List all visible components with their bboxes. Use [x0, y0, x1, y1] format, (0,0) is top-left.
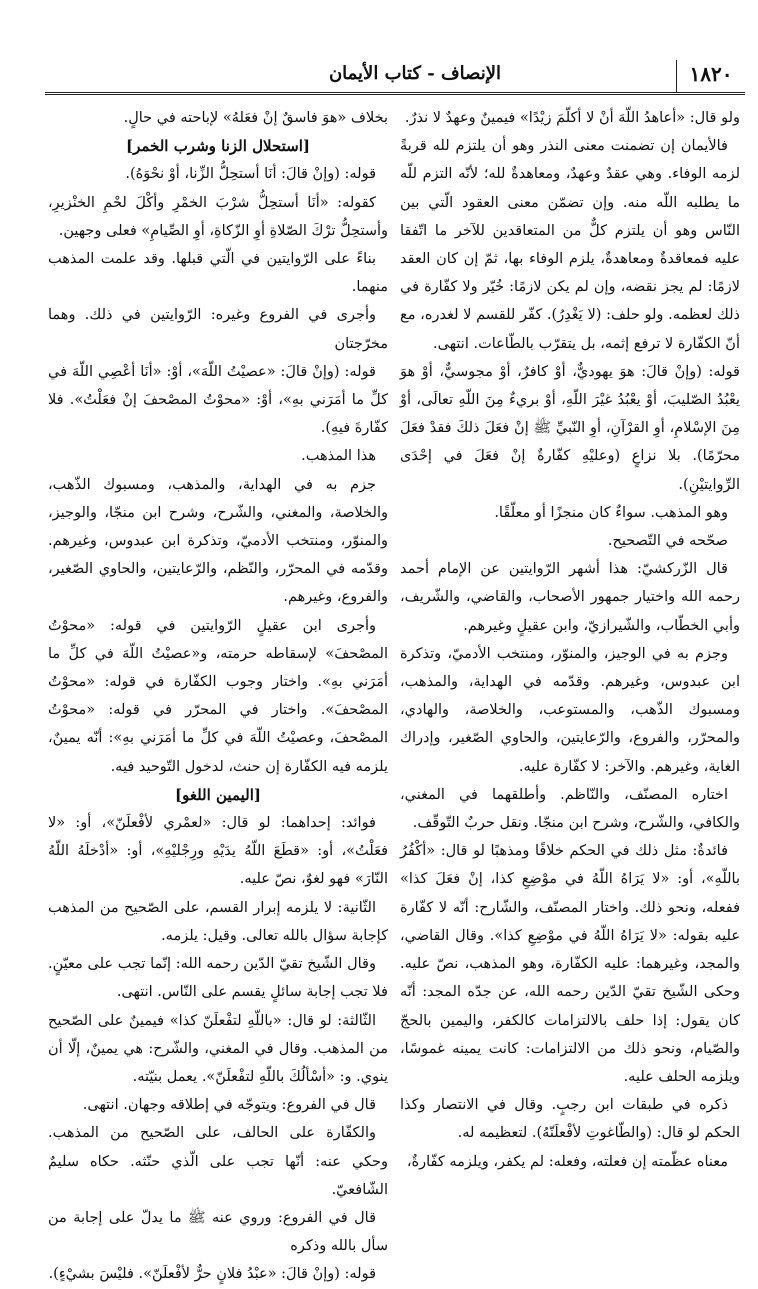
paragraph: فوائد: إحداهما: لو قال: «لعمْري لأفْعلَنّ»، أو: «لا فعَلْتُ»، أو: «قطَعَ اللّهُ يدَيْهِ ورِجْليْهِ»، أو: «أدْخلَهُ اللّهُ النّارَ» فهو لغوٌ، نصّ عليه. — [48, 815, 388, 888]
paragraph: قوله: (وإنْ قالَ: هوَ يهوديٌّ، أوْ كافرٌ، أوْ مجوسيٌّ، أوْ هوَ يعْبُدُ الصّليبَ، أوْ يعْبُدُ غيْرَ اللّهِ، أوْ بريءٌ مِنَ اللّهِ تعالَى، أوْ مِنَ الإسْلامِ، أوِ القرْآنِ، أوِ النّبيِّ ﷺ إنْ فعَلَ ذلكَ فقدْ فعَلَ محرّمًا). بلا نزاعٍ (وعليْهِ كفّارةٌ إنْ فعَلَ في إحْدَى الرِّوايتيْنِ). — [400, 363, 740, 493]
paragraph: ذكره في طبقات ابن رجبٍ. وقال في الانتصار وكذا الحكم لو قال: (والطّاغوتِ لأفْعلَنّهُ). لتعظيمه له. — [400, 1097, 740, 1142]
paragraph: معناه عظّمته إن فعلته، وفعله: لم يكفر، ويلزمه كفّارةٌ، — [406, 1153, 728, 1170]
paragraph: والكفّارة على الحالف، على الصّحيح من المذهب. وحكي عنه: أنّها تجب على الّذي حنّثه. حكاه سليمٌ الشّافعيّ. — [48, 1125, 388, 1198]
paragraph: جزم به في الهداية، والمذهب، ومسبوك الذّهب، والخلاصة، والمغني، والشّرح، وشرح ابن منجّا، والوجيز، والمنوّر، ومنتخب الأدميّ، وتذكرة ابن عبدوس، وغيرهم. وقدّمه في المحرّر، والنّظم، والرّعايتين، والحاوي الصّغير، والفروع، وغيرهم. — [48, 476, 388, 606]
page-header — [45, 56, 745, 95]
running-title: الإنصاف - كتاب الأيمان — [328, 63, 502, 84]
paragraph: بخلاف «هوَ فاسقٌ إنْ فعَلهُ» لإباحته في حالٍ. — [123, 110, 388, 126]
paragraph: فائدةٌ: مثل ذلك في الحكم خلافًا ومذهبًا لو قال: «أكْفُرُ باللّهِ»، أو: «لا يَرَاهُ اللّهُ في موْضِعِ كذا، إنْ فعَلَ كذا» ففعله، ونحو ذلك. واختار المصنّف، والشّارح: أنّه لا كفّارة عليه بقوله: «لا يَرَاهُ اللّهُ في موْضِعِ كذا». وقال القاضي، والمجد، وغيرهما: عليه الكفّارة، وهو المذهب، نصّ عليه. وحكى الشّيخ تقيّ الدّين رحمه الله، عن جدّه المجد: أنّه كان يقول: إذا حلف بالالتزامات كالكفر، واليمين بالحجّ والصّيام، ونحو ذلك من الالتزامات: كانت يمينه غموسًا، ويلزمه الحلف عليه. — [400, 843, 740, 1085]
paragraph: قال في الفروع: وروي عنه ﷺ ما يدلّ على إجابة من سأل بالله وذكره — [48, 1209, 388, 1255]
paragraph: وقال الشّيخ تقيّ الدّين رحمه الله: إنّما تجب على معيّنٍ. فلا تجب إجابة سائلٍ يقسم على النّاس. انتهى. — [48, 956, 388, 1001]
paragraph: قوله: (وإنْ قالَ: أنَا أستحِلُّ الزِّنا، أوْ نحْوَهُ). — [125, 166, 376, 183]
left-column — [48, 104, 388, 1283]
paragraph: ولو قال: «أعاهدُ اللّهَ أنْ لا أكلّمَ زيْدًا» فيمينٌ وعهدٌ لا نذرٌ. — [404, 110, 740, 126]
paragraph: الثّالثة: لو قال: «باللّهِ لتفْعلَنّ كذا» فيمينٌ على الصّحيح من المذهب. وقال في المغني، والشّرح: هي يمينٌ، إلّا أن ينوي. و: «أسْألُكَ باللّهِ لتفْعلَنّ». يعمل بنيّته. — [48, 1012, 388, 1085]
paragraph: فالأيمان إن تضمنت معنى النذر وهو أن يلتزم لله قربةً لزمه الوفاء. وهي عقدٌ وعهدٌ، ومعاهدةٌ لله؛ لأنّه التزم للّه ما يطلبه اللّه منه. وإن تضمّن معنى العقود الّتي بين النّاس وهو أن يلتزم كلٌّ من المتعاقدين للآخر ما اتّفقا عليه فمعاقدةٌ ومعاهدةٌ، يلزم الوفاء بها، ثمّ إن كان العقد لازمًا: لم يجز نقضه، وإن لم يكن لازمًا: خُيّر ولا كفّارة في ذلك لعظمه. ولو حلف: (لا يَغْدِرُ). كفّر للقسم لا لغدره، مع أنّ الكفّارة لا ترفع إثمه، بل يتقرّب بالطّاعات. انتهى. — [400, 138, 740, 352]
paragraph: قوله: (وإنْ قالَ: «عبْدُ فلانٍ حرٌّ لأفْعلَنّ». فليْسَ بشيْءٍ). — [48, 1266, 376, 1283]
paragraph: هذا المذهب. — [301, 448, 376, 465]
paragraph: اختاره المصنّف، والنّاظم. وأطلقهما في المغني، والكافي، والشّرح، وشرح ابن منجّا. ونقل حربٌ التّوقّف. — [400, 786, 740, 832]
paragraph: قوله: (وإنْ قالَ: «عصيْتُ اللّهَ»، أوْ: «أنَا أعْصِي اللّهَ في كلِّ ما أمَرَني بهِ»، أوْ: «محوْتُ المصْحفَ إنْ فعَلْتُ». فلا كفّارةَ فيهِ). — [48, 363, 388, 437]
header-divider — [676, 60, 677, 92]
paragraph: وهو المذهب. سواءٌ كان منجزًا أو معلّقًا. — [494, 504, 728, 521]
paragraph: الثّانية: لا يلزمه إبرار القسم، على الصّحيح من المذهب كإجابة سؤال بالله تعالى. وقيل: يلزمه. — [48, 899, 388, 944]
paragraph: وأجرى في الفروع وغيره: الرّوايتين في ذلك. وهما مخرّجتان — [48, 307, 388, 352]
section-heading: [اليمين اللغو] — [175, 785, 261, 804]
paragraph: قال في الفروع: ويتوجّه في إطلاقه وجهان. انتهى. — [82, 1097, 376, 1114]
right-column — [400, 104, 740, 1170]
paragraph: كقوله: «أنَا أستحِلُّ شرْبَ الخمْرِ وأكْلَ لحْمِ الخنْزيرِ، وأستحِلُّ ترْكَ الصّلاةِ أوِ الزّكاةِ، أوِ الصِّيامِ» فعلى وجهين. — [48, 194, 388, 239]
paragraph: صحّحه في التّصحيح. — [607, 533, 728, 550]
paragraph: وجزم به في الوجيز، والمنوّر، ومنتخب الأدميّ، وتذكرة ابن عبدوس، وغيرهم. وقدّمه في الهداية، والمذهب، ومسبوك الذّهب، والمستوعب، والخلاصة، والهادي، والمحرّر، والفروع، والرّعايتين، والحاوي الصّغير، وإدراك الغاية، وغيرهم. والآخر: لا كفّارة عليه. — [400, 645, 740, 775]
section-heading: [استحلال الزنا وشرب الخمر] — [126, 137, 310, 156]
paragraph: بناءً على الرّوايتين في الّتي قبلها. وقد علمت المذهب منهما. — [48, 251, 388, 296]
paragraph: قال الزّركشيّ: هذا أشهر الرّوايتين عن الإمام أحمد رحمه الله واختيار جمهور الأصحاب، والقاضي، والشّريف، وأبي الخطّاب، والشّيرازيّ، وابن عقيلٍ وغيرهم. — [400, 561, 740, 634]
paragraph: وأجرى ابن عقيلٍ الرّوايتين في قوله: «محوْتُ المصْحفَ» لإسقاطه حرمته، و«عصيْتُ اللّهَ في كلِّ ما أمَرَني بهِ». واختار وجوب الكفّارة في قوله: «محوْتُ المصْحفَ». واختار في المحرّر في قوله: «محوْتُ المصْحفَ، وعصيْتُ اللّهَ في كلِّ ما أمَرَني بهِ»: أنّه يمينٌ، يلزمه فيه الكفّارة إن حنث، لدخول التّوحيد فيه. — [48, 617, 388, 775]
page-number: ١٨٢٠ — [689, 62, 733, 86]
